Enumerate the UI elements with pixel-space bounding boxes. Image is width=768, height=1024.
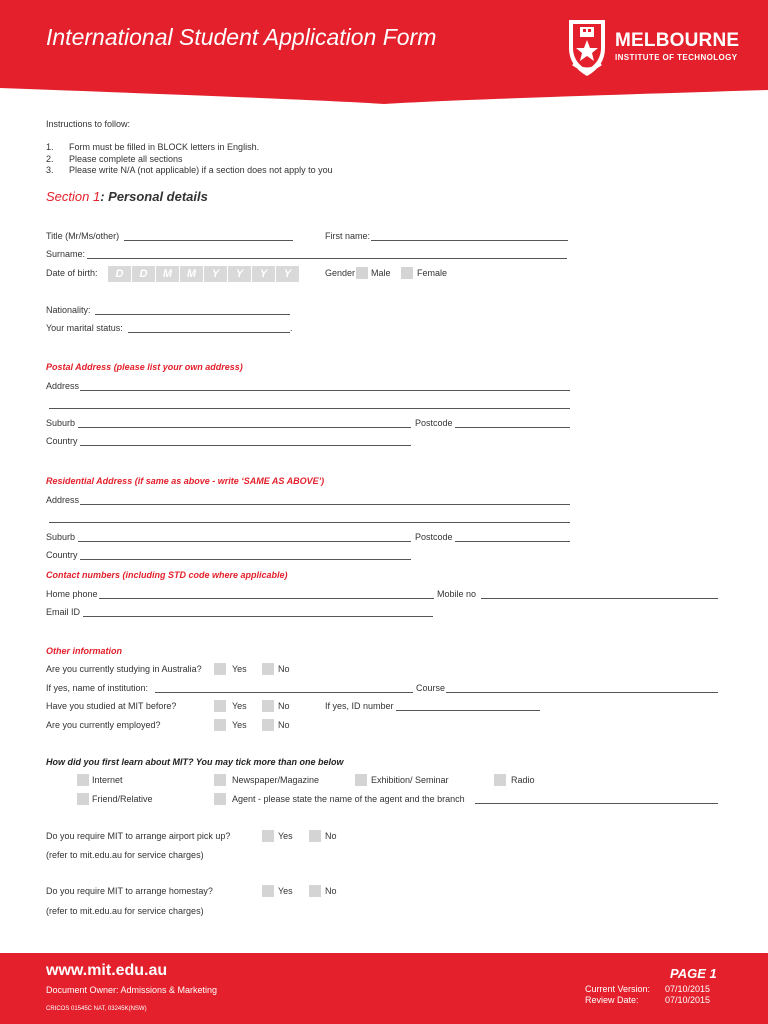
instruction-text: Form must be filled in BLOCK letters in English. [69, 142, 260, 152]
nationality-field[interactable] [95, 314, 290, 315]
cricos-code: CRICOS 01545C NAT, 03245K(NSW) [46, 1006, 147, 1012]
contact-numbers-heading: Contact numbers (including STD code where applicable) [46, 570, 288, 580]
marital-end: . [290, 323, 293, 333]
institution-field[interactable] [155, 692, 413, 693]
postal-suburb-label: Suburb [46, 418, 76, 428]
mit-shield-logo [563, 18, 611, 83]
no-label: No [325, 886, 337, 896]
footer-url[interactable]: www.mit.edu.au [46, 962, 168, 979]
section-number: Section 1 [46, 189, 101, 204]
review-date-value: 07/10/2015 [665, 995, 711, 1005]
postal-postcode-label: Postcode [415, 418, 453, 428]
surname-label: Surname: [46, 249, 86, 259]
section-1-heading [46, 189, 208, 204]
yes-label: Yes [232, 720, 247, 730]
yes-label: Yes [232, 701, 247, 711]
residential-address-field[interactable] [80, 504, 570, 505]
residential-country-field[interactable] [80, 559, 411, 560]
marital-status-field[interactable] [128, 332, 290, 333]
residential-suburb-field[interactable] [78, 541, 411, 542]
gender-label: Gender [325, 268, 356, 278]
homestay-yes-checkbox[interactable] [262, 885, 274, 897]
studying-no-checkbox[interactable] [262, 663, 274, 675]
male-label: Male [371, 268, 391, 278]
logo-subtitle: INSTITUTE OF TECHNOLOGY [615, 53, 738, 62]
document-owner: Document Owner: Admissions & Marketing [46, 985, 218, 995]
instruction-text: Please complete all sections [69, 154, 183, 164]
employed-yes-checkbox[interactable] [214, 719, 226, 731]
studied-mit-no-checkbox[interactable] [262, 700, 274, 712]
internet-checkbox[interactable] [77, 774, 89, 786]
title-field[interactable] [124, 240, 293, 241]
option-label: Radio [511, 775, 535, 785]
surname-field[interactable] [87, 258, 567, 259]
home-phone-field[interactable] [99, 598, 434, 599]
dob-year-box[interactable]: Y [252, 266, 275, 282]
dob-year-box[interactable]: Y [276, 266, 299, 282]
yes-label: Yes [278, 886, 293, 896]
nationality-label: Nationality: [46, 305, 91, 315]
current-version-value: 07/10/2015 [665, 984, 711, 994]
residential-address-heading: Residential Address (if same as above - write ‘SAME AS ABOVE’) [46, 476, 325, 486]
home-phone-label: Home phone [46, 589, 98, 599]
yes-label: Yes [278, 831, 293, 841]
course-label: Course [416, 683, 446, 693]
dob-year-box[interactable]: Y [204, 266, 227, 282]
first-name-field[interactable] [371, 240, 568, 241]
logo-name: MELBOURNE [615, 30, 740, 51]
agent-checkbox[interactable] [214, 793, 226, 805]
female-label: Female [417, 268, 448, 278]
instruction-num: 1. [46, 142, 54, 152]
option-label: Agent - please state the name of the agent and the branch [232, 794, 465, 804]
email-label: Email ID [46, 607, 81, 617]
instruction-text: Please write N/A (not applicable) if a section does not apply to you [69, 165, 333, 175]
employed-question: Are you currently employed? [46, 720, 161, 730]
exhibition-checkbox[interactable] [355, 774, 367, 786]
residential-address-label: Address [46, 495, 80, 505]
residential-postcode-field[interactable] [455, 541, 570, 542]
studying-yes-checkbox[interactable] [214, 663, 226, 675]
marital-status-label: Your marital status: [46, 323, 123, 333]
mobile-label: Mobile no [437, 589, 477, 599]
postal-postcode-field[interactable] [455, 427, 570, 428]
option-label: Internet [92, 775, 123, 785]
option-label: Exhibition/ Seminar [371, 775, 449, 785]
newspaper-checkbox[interactable] [214, 774, 226, 786]
dob-day-box[interactable]: D [132, 266, 155, 282]
email-field[interactable] [83, 616, 433, 617]
female-checkbox[interactable] [401, 267, 413, 279]
id-number-label: If yes, ID number [325, 701, 394, 711]
postal-address-heading: Postal Address (please list your own address) [46, 362, 243, 372]
friend-relative-checkbox[interactable] [77, 793, 89, 805]
mobile-field[interactable] [481, 598, 718, 599]
postal-address-field[interactable] [80, 390, 570, 391]
residential-suburb-label: Suburb [46, 532, 76, 542]
homestay-note: (refer to mit.edu.au for service charges) [46, 906, 204, 916]
employed-no-checkbox[interactable] [262, 719, 274, 731]
agent-name-field[interactable] [475, 803, 718, 804]
review-date-label: Review Date: [585, 995, 639, 1005]
postal-address-field-line2[interactable] [49, 408, 570, 409]
instruction-num: 3. [46, 165, 54, 175]
pickup-no-checkbox[interactable] [309, 830, 321, 842]
page-number: PAGE 1 [670, 966, 717, 981]
residential-address-field-line2[interactable] [49, 522, 570, 523]
postal-country-label: Country [46, 436, 78, 446]
postal-suburb-field[interactable] [78, 427, 411, 428]
yes-label: Yes [232, 664, 247, 674]
instruction-num: 2. [46, 154, 54, 164]
version-info [585, 984, 710, 1006]
no-label: No [325, 831, 337, 841]
no-label: No [278, 720, 290, 730]
radio-checkbox[interactable] [494, 774, 506, 786]
airport-pickup-question: Do you require MIT to arrange airport pick up? [46, 831, 231, 841]
studied-mit-yes-checkbox[interactable] [214, 700, 226, 712]
dob-label: Date of birth: [46, 268, 98, 278]
studied-mit-question: Have you studied at MIT before? [46, 701, 177, 711]
postal-country-field[interactable] [80, 445, 411, 446]
title-label: Title (Mr/Ms/other) [46, 231, 120, 241]
no-label: No [278, 701, 290, 711]
dob-month-box[interactable]: M [156, 266, 179, 282]
pickup-yes-checkbox[interactable] [262, 830, 274, 842]
option-label: Friend/Relative [92, 794, 153, 804]
instructions-heading: Instructions to follow: [46, 119, 131, 129]
learn-about-mit-heading: How did you first learn about MIT? You may tick more than one below [46, 757, 344, 767]
institution-label: If yes, name of institution: [46, 683, 149, 693]
other-information-heading: Other information [46, 646, 122, 656]
male-checkbox[interactable] [356, 267, 368, 279]
homestay-no-checkbox[interactable] [309, 885, 321, 897]
course-field[interactable] [446, 692, 718, 693]
no-label: No [278, 664, 290, 674]
postal-address-label: Address [46, 381, 80, 391]
residential-country-label: Country [46, 550, 78, 560]
homestay-question: Do you require MIT to arrange homestay? [46, 886, 213, 896]
current-version-label: Current Version: [585, 984, 651, 994]
dob-day-box[interactable]: D [108, 266, 131, 282]
form-title: International Student Application Form [46, 24, 437, 50]
dob-year-box[interactable]: Y [228, 266, 251, 282]
id-number-field[interactable] [396, 710, 540, 711]
dob-month-box[interactable]: M [180, 266, 203, 282]
first-name-label: First name: [325, 231, 371, 241]
residential-postcode-label: Postcode [415, 532, 453, 542]
section-title: : Personal details [100, 189, 208, 204]
studying-question: Are you currently studying in Australia? [46, 664, 202, 674]
option-label: Newspaper/Magazine [232, 775, 320, 785]
pickup-note: (refer to mit.edu.au for service charges) [46, 850, 204, 860]
